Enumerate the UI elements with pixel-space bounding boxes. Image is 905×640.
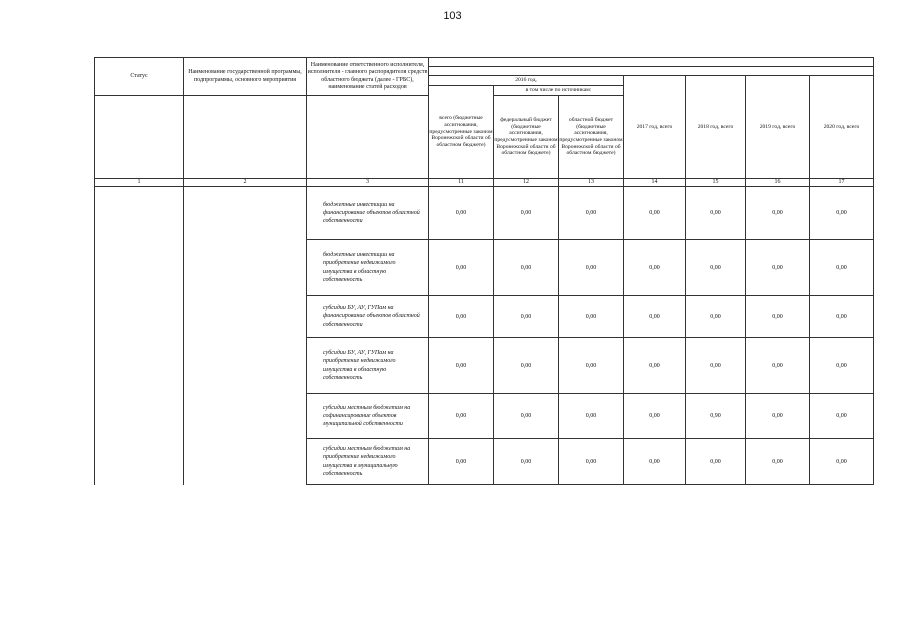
table-row — [95, 187, 874, 240]
value-cell: 0,00 — [624, 296, 686, 338]
value-cell: 0,00 — [429, 240, 494, 296]
value-cell: 0,00 — [810, 187, 874, 240]
value-cell: 0,00 — [494, 439, 559, 485]
header-2018: 2018 год, всего — [686, 76, 746, 179]
value-cell: 0,00 — [494, 187, 559, 240]
program-cell — [184, 187, 307, 485]
header-executor-cont — [307, 96, 429, 179]
value-cell: 0,00 — [746, 439, 810, 485]
value-cell: 0,90 — [686, 394, 746, 439]
value-cell: 0,00 — [686, 439, 746, 485]
value-cell: 0,00 — [559, 187, 624, 240]
column-number: 14 — [624, 179, 686, 187]
header-program-name: Наименование государственной программы, подпрограммы, основного мероприятия — [184, 58, 307, 96]
column-number-row — [95, 179, 874, 187]
value-cell: 0,00 — [559, 439, 624, 485]
value-cell: 0,00 — [746, 187, 810, 240]
column-number: 12 — [494, 179, 559, 187]
value-cell: 0,00 — [429, 296, 494, 338]
header-2017: 2017 год, всего — [624, 76, 686, 179]
value-cell: 0,00 — [624, 439, 686, 485]
value-cell: 0,00 — [494, 394, 559, 439]
row-label: субсидии БУ, АУ, ГУПам на финансирование объектов областной собственности — [307, 296, 429, 338]
header-status-cont — [95, 96, 184, 179]
header-executor: Наименование ответственного исполнителя, исполнителя - главного распорядителя средств областного бюджета (далее - ГРБС), наименование статей расходов — [307, 58, 429, 96]
header-2019: 2019 год, всего — [746, 76, 810, 179]
value-cell: 0,00 — [686, 338, 746, 394]
column-number: 15 — [686, 179, 746, 187]
value-cell: 0,00 — [746, 394, 810, 439]
value-cell: 0,00 — [429, 187, 494, 240]
value-cell: 0,00 — [624, 187, 686, 240]
value-cell: 0,00 — [429, 394, 494, 439]
value-cell: 0,00 — [559, 338, 624, 394]
row-label: субсидии БУ, АУ, ГУПам на приобретение недвижимого имущества в областную собственность — [307, 338, 429, 394]
value-cell: 0,00 — [624, 394, 686, 439]
value-cell: 0,00 — [686, 296, 746, 338]
value-cell: 0,00 — [810, 394, 874, 439]
header-sources: в том числе по источникам: — [494, 86, 624, 96]
value-cell: 0,00 — [559, 296, 624, 338]
value-cell: 0,00 — [624, 338, 686, 394]
column-number: 13 — [559, 179, 624, 187]
row-label: бюджетные инвестиции на приобретение недвижимого имущества в областную собственность — [307, 240, 429, 296]
value-cell: 0,00 — [810, 240, 874, 296]
value-cell: 0,00 — [686, 187, 746, 240]
value-cell: 0,00 — [429, 439, 494, 485]
budget-table — [94, 57, 874, 485]
header-status: Статус — [95, 58, 184, 96]
column-number: 17 — [810, 179, 874, 187]
value-cell: 0,00 — [494, 240, 559, 296]
column-number: 16 — [746, 179, 810, 187]
value-cell: 0,00 — [810, 439, 874, 485]
value-cell: 0,00 — [559, 394, 624, 439]
value-cell: 0,00 — [810, 296, 874, 338]
value-cell: 0,00 — [559, 240, 624, 296]
header-regional: областной бюджет (бюджетные ассигнования, предусмотренные законом Воронежской области об областном бюджете) — [559, 96, 624, 179]
value-cell: 0,00 — [494, 296, 559, 338]
column-number: 3 — [307, 179, 429, 187]
header-year-2016: 2016 год, — [429, 76, 624, 86]
value-cell: 0,00 — [624, 240, 686, 296]
header-federal: федеральный бюджет (бюджетные ассигнования, предусмотренные законом Воронежской области об областном бюджете) — [494, 96, 559, 179]
header-program-cont — [184, 96, 307, 179]
header-top-strip-2 — [429, 67, 874, 76]
value-cell: 0,00 — [746, 240, 810, 296]
header-2020: 2020 год, всего — [810, 76, 874, 179]
value-cell: 0,00 — [686, 240, 746, 296]
row-label: субсидии местным бюджетам на софинансирование объектов муниципальной собственности — [307, 394, 429, 439]
value-cell: 0,00 — [746, 296, 810, 338]
column-number: 11 — [429, 179, 494, 187]
row-label: субсидии местным бюджетам на приобретение недвижимого имущества в муниципальную собственность — [307, 439, 429, 485]
value-cell: 0,00 — [746, 338, 810, 394]
page-number: 103 — [443, 10, 462, 22]
column-number: 2 — [184, 179, 307, 187]
header-top-strip — [429, 58, 874, 67]
value-cell: 0,00 — [810, 338, 874, 394]
header-total: всего (бюджетные ассигнования, предусмотренные законом Воронежской области об областном бюджете) — [429, 86, 494, 179]
value-cell: 0,00 — [429, 338, 494, 394]
value-cell: 0,00 — [494, 338, 559, 394]
status-cell — [95, 187, 184, 485]
column-number: 1 — [95, 179, 184, 187]
row-label: бюджетные инвестиции на финансирование объектов областной собственности — [307, 187, 429, 240]
